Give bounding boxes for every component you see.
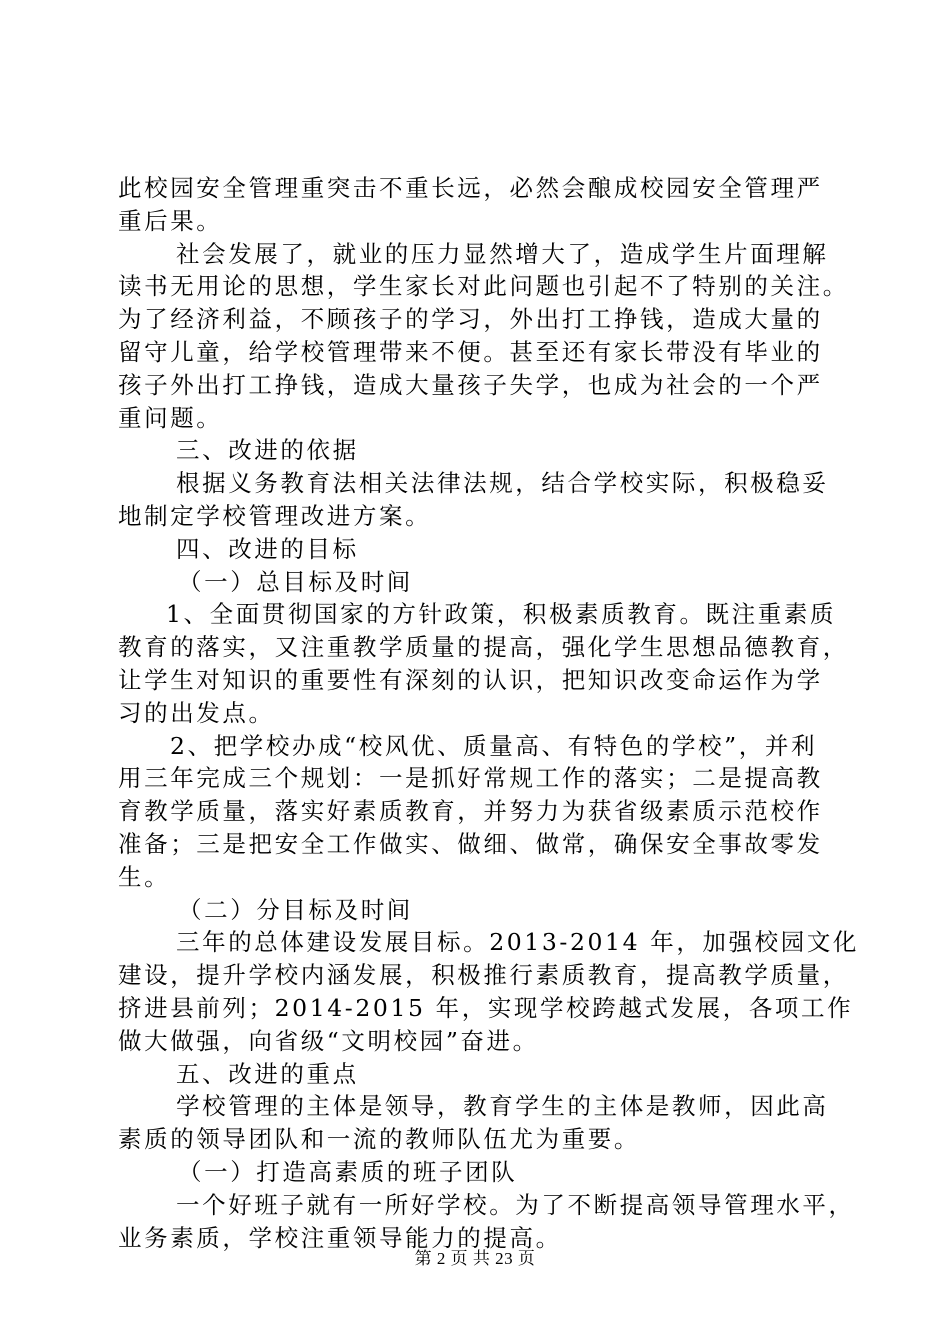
text-line: 做大做强，向省级“文明校园”奋进。 [118, 1026, 539, 1055]
subsection-heading: （二）分目标及时间 [178, 895, 413, 924]
text-line: 生。 [118, 862, 171, 891]
text-line: 重后果。 [118, 206, 223, 235]
paragraph-start: 1、全面贯彻国家的方针政策，积极素质教育。既注重素质 [166, 600, 837, 629]
text-line: 地制定学校管理改进方案。 [118, 501, 432, 530]
text-line: 建设，提升学校内涵发展，积极推行素质教育，提高教学质量， [118, 961, 849, 990]
text-line: 业务素质，学校注重领导能力的提高。 [118, 1223, 562, 1252]
text-line: 教育的落实，又注重教学质量的提高，强化学生思想品德教育， [118, 633, 849, 662]
text-line: 让学生对知识的重要性有深刻的认识，把知识改变命运作为学 [118, 665, 823, 694]
paragraph-start: 根据义务教育法相关法律法规，结合学校实际，积极稳妥 [176, 469, 829, 498]
text-line: 素质的领导团队和一流的教师队伍尤为重要。 [118, 1125, 640, 1154]
paragraph-start: 学校管理的主体是领导，教育学生的主体是教师，因此高 [176, 1092, 829, 1121]
text-line: 习的出发点。 [118, 698, 275, 727]
section-heading: 五、改进的重点 [176, 1059, 359, 1088]
page-footer: 第 2 页 共 23 页 [414, 1249, 536, 1268]
text-line: 读书无用论的思想，学生家长对此问题也引起不了特别的关注。 [118, 272, 849, 301]
document-body [118, 172, 860, 1254]
text-line: 用三年完成三个规划：一是抓好常规工作的落实；二是提高教 [118, 764, 823, 793]
text-line: 此校园安全管理重突击不重长远，必然会酿成校园安全管理严 [118, 174, 823, 202]
text-line: 准备；三是把安全工作做实、做细、做常，确保安全事故零发 [118, 829, 823, 858]
section-heading: 四、改进的目标 [176, 534, 359, 563]
text-line: 留守儿童，给学校管理带来不便。甚至还有家长带没有毕业的 [118, 337, 823, 366]
paragraph-start: 社会发展了，就业的压力显然增大了，造成学生片面理解 [176, 239, 829, 268]
section-heading: 三、改进的依据 [176, 436, 359, 465]
text-line: 挤进县前列；2014-2015 年，实现学校跨越式发展，各项工作 [118, 993, 854, 1022]
text-line: 重问题。 [118, 403, 223, 432]
subsection-heading: （一）总目标及时间 [178, 567, 413, 596]
paragraph-start: 三年的总体建设发展目标。2013-2014 年，加强校园文化 [176, 928, 860, 957]
text-line: 育教学质量，落实好素质教育，并努力为获省级素质示范校作 [118, 797, 823, 826]
text-line: 孩子外出打工挣钱，造成大量孩子失学，也成为社会的一个严 [118, 370, 823, 399]
subsection-heading: （一）打造高素质的班子团队 [178, 1157, 518, 1186]
text-line: 为了经济利益，不顾孩子的学习，外出打工挣钱，造成大量的 [118, 305, 823, 334]
paragraph-start: 一个好班子就有一所好学校。为了不断提高领导管理水平， [176, 1190, 855, 1219]
paragraph-start: 2、把学校办成“校风优、质量高、有特色的学校”，并利 [170, 731, 818, 760]
